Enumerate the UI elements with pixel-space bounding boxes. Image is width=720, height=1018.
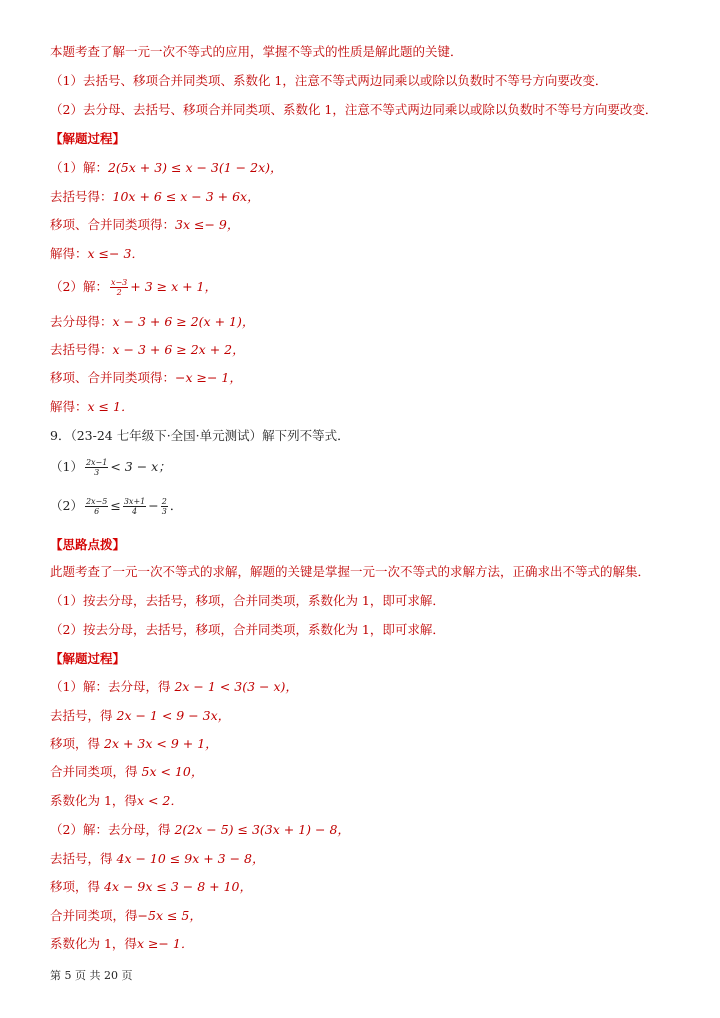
solution-line: 去括号，得 2x − 1 < 9 − 3x， bbox=[50, 708, 231, 723]
solution-line: 系数化为 1，得x ≥− 1． bbox=[50, 936, 194, 951]
solution-line: 去括号得：x − 3 + 6 ≥ 2x + 2， bbox=[50, 342, 245, 357]
solution-line: 解得：x ≤− 3． bbox=[50, 246, 144, 261]
approach-text: 此题考查了一元一次不等式的求解，解题的关键是掌握一元一次不等式的求解方法，正确求出不等式的解集． bbox=[50, 564, 651, 579]
approach-step-1: （1）按去分母，去括号，移项，合并同类项，系数化为 1，即可求解． bbox=[50, 593, 445, 608]
question-9-part-2: （2） $\frac{2x-5}{6}$ ≤ $\frac{3x+1}{4}$ − $\frac{2}{3}$ ． bbox=[50, 497, 183, 516]
solution-line: 去括号得：10x + 6 ≤ x − 3 + 6x， bbox=[50, 189, 260, 204]
solution-line: 移项，得 2x + 3x < 9 + 1， bbox=[50, 736, 218, 751]
solution-line: 解得：x ≤ 1． bbox=[50, 399, 134, 414]
fraction: $\frac{2}{3}$ bbox=[161, 497, 167, 516]
question-9-title: 9．（23-24 七年级下·全国·单元测试）解下列不等式． bbox=[50, 428, 350, 443]
summary-text: 本题考查了解一元一次不等式的应用，掌握不等式的性质是解此题的关键． bbox=[50, 44, 463, 59]
solution-line: 系数化为 1，得x < 2． bbox=[50, 793, 183, 808]
page-footer: 第 5 页 共 20 页 bbox=[50, 969, 133, 982]
solution-line: （2）解：去分母，得 2(2x − 5) ≤ 3(3x + 1) − 8， bbox=[50, 822, 350, 837]
solution-line: （1）解：2(5x + 3) ≤ x − 3(1 − 2x)， bbox=[50, 160, 283, 175]
solution-heading: 【解题过程】 bbox=[50, 651, 126, 666]
hint-step-2: （2）去分母、去括号、移项合并同类项、系数化 1，注意不等式两边同乘以或除以负数时不等号方向要改变． bbox=[50, 102, 658, 117]
fraction: $\frac{3x+1}{4}$ bbox=[123, 497, 146, 516]
solution-line: 去括号，得 4x − 10 ≤ 9x + 3 − 8， bbox=[50, 851, 265, 866]
question-9-part-1: （1） $\frac{2x-1}{3}$ < 3 − x； bbox=[50, 458, 171, 477]
solution-line: （2）解： $\frac{x-3}{2}$ + 3 ≥ x + 1， bbox=[50, 278, 218, 297]
fraction: $\frac{2x-5}{6}$ bbox=[85, 497, 108, 516]
solution-line: 合并同类项，得−5x ≤ 5， bbox=[50, 908, 202, 923]
solution-line: 移项、合并同类项得：3x ≤− 9， bbox=[50, 217, 240, 232]
hint-step-1: （1）去括号、移项合并同类项、系数化 1，注意不等式两边同乘以或除以负数时不等号方向要改变． bbox=[50, 73, 608, 88]
solution-line: 移项、合并同类项得：−x ≥− 1， bbox=[50, 370, 242, 385]
solution-line: 移项，得 4x − 9x ≤ 3 − 8 + 10， bbox=[50, 879, 252, 894]
solution-line: 合并同类项，得 5x < 10， bbox=[50, 764, 204, 779]
fraction: $\frac{2x-1}{3}$ bbox=[85, 458, 108, 477]
solution-line: 去分母得：x − 3 + 6 ≥ 2(x + 1)， bbox=[50, 314, 255, 329]
approach-step-2: （2）按去分母，去括号，移项，合并同类项，系数化为 1，即可求解． bbox=[50, 622, 445, 637]
solution-line: （1）解：去分母，得 2x − 1 < 3(3 − x)， bbox=[50, 679, 298, 694]
solution-heading: 【解题过程】 bbox=[50, 131, 126, 146]
fraction: $\frac{x-3}{2}$ bbox=[110, 278, 128, 297]
approach-heading: 【思路点拨】 bbox=[50, 537, 126, 552]
